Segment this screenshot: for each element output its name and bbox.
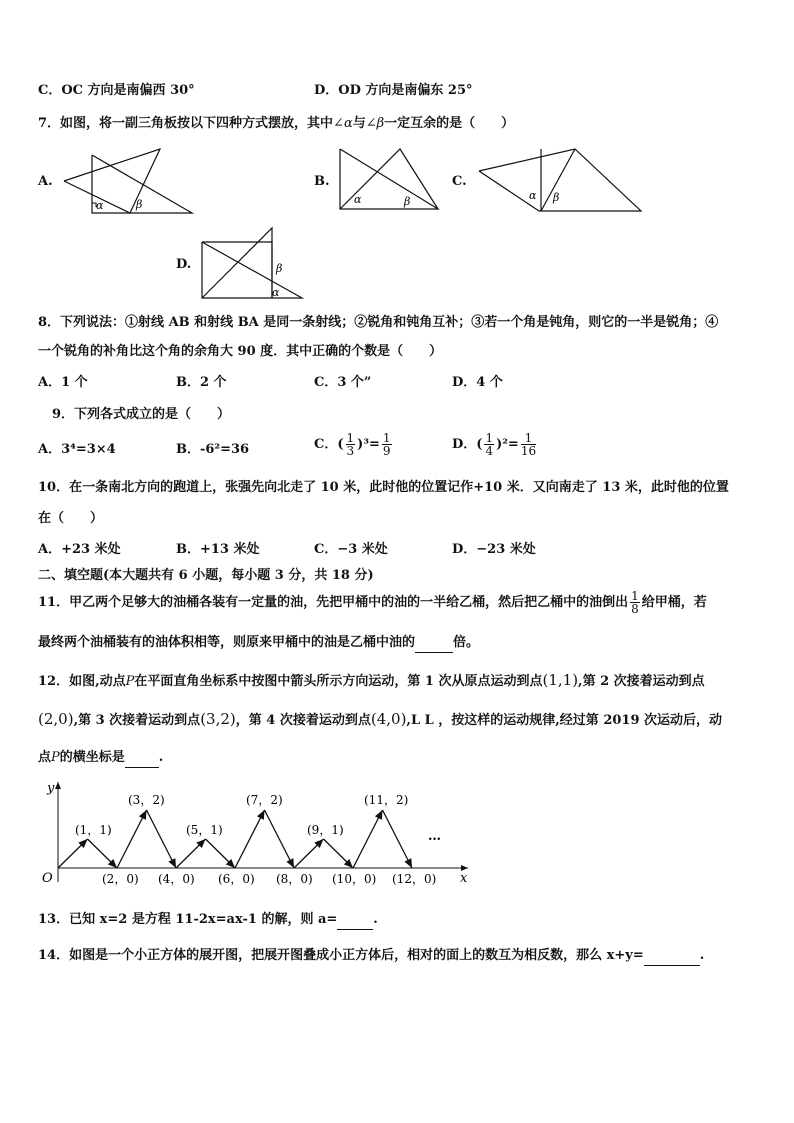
q7-beta: ∠β	[365, 116, 385, 131]
q9-option-c: C．( $\frac{1}{3}$ )³= $\frac{1}{9}$	[314, 431, 391, 458]
q9-d-prefix: D．	[452, 437, 477, 452]
q10-option-c: C．−3 米处	[314, 542, 388, 557]
q7-figure-d	[198, 226, 308, 301]
q12-top-label-4: (7，2)	[246, 793, 283, 807]
q12-point3: (3,2)	[200, 710, 236, 728]
q12-path-segment	[117, 810, 147, 868]
section-2-heading: 二、填空题(本大题共有 6 小题，每小题 3 分，共 18 分)	[38, 568, 374, 583]
q6-option-d: D．OD 方向是南偏东 25°	[314, 83, 473, 98]
q13-post: .	[373, 912, 378, 927]
q12-path-segment	[235, 810, 265, 868]
q7-label-b: B.	[314, 174, 330, 189]
q9-d-frac1-den: 4	[485, 444, 494, 458]
q11-line1-post: 给甲桶，若	[641, 595, 707, 610]
q7-figure-c	[475, 145, 645, 215]
q9-d-frac1	[484, 432, 494, 457]
q11-frac-den: 8	[631, 602, 639, 616]
q7-stem-pre: 7．如图，将一副三角板按以下四种方式摆放，其中	[38, 116, 334, 131]
q12-line2-c: ,L L ，按这样的运动规律,经过第 2019 次运动后，动	[406, 713, 723, 728]
q13-line	[38, 911, 378, 930]
q12-line2-b: ，第 4 次接着运动到点	[235, 713, 371, 728]
q11-answer-blank[interactable]	[415, 634, 453, 653]
q7-alpha: ∠α	[333, 116, 353, 131]
q12-point1: (1,1)	[542, 671, 579, 689]
q14-answer-blank[interactable]	[644, 947, 700, 966]
q9-d-frac1-num: 1	[485, 431, 494, 445]
q11-frac-num: 1	[631, 589, 639, 603]
q12-bottom-label-3: (6，0)	[218, 872, 255, 886]
q12-path-segment	[147, 810, 177, 868]
q11-line1	[38, 588, 707, 618]
q12-line3	[38, 749, 163, 768]
q9-option-d: D．( $\frac{1}{4}$ )²= $\frac{1}{16}$	[452, 431, 537, 458]
q8-option-b: B．2 个	[176, 375, 227, 390]
q7a-alpha: α	[96, 199, 104, 212]
q9-d-frac2	[521, 432, 536, 457]
q7b-alpha: α	[354, 193, 362, 206]
q12-ellipsis: …	[428, 829, 441, 844]
q10-option-d: D．−23 米处	[452, 542, 536, 557]
q7-stem	[38, 115, 514, 133]
q9-c-mid: ³=	[363, 437, 380, 452]
q14-pre: 14．如图是一个小正方体的展开图，把展开图叠成小正方体后，相对的面上的数互为相反数，那么 x+y=	[38, 948, 644, 963]
q7d-alpha: α	[272, 286, 280, 299]
q8-line1: 8．下列说法：①射线 AB 和射线 BA 是同一条射线；②锐角和钝角互补；③若一个角是钝角，则它的一半是锐角；④	[38, 315, 719, 330]
q12-point4: (4,0)	[370, 710, 407, 728]
q7a-beta: β	[136, 198, 143, 211]
q7b-beta: β	[404, 195, 411, 208]
q7-label-a: A.	[38, 174, 53, 189]
q9-c-frac1	[346, 432, 356, 457]
q9-d-frac2-den: 16	[520, 444, 537, 458]
q14-post: .	[699, 948, 705, 963]
q12-line3-pre: 点	[38, 750, 52, 765]
q8-option-a: A．1 个	[38, 375, 88, 390]
q12-path-segment	[206, 839, 236, 868]
q7-stem-mid: 与	[352, 116, 366, 131]
q14-line	[38, 947, 704, 966]
q8-option-c: C．3 个”	[314, 375, 372, 390]
q12-answer-blank[interactable]	[125, 749, 159, 768]
q11-frac	[630, 590, 640, 615]
q6-option-c: C．OC 方向是南偏西 30°	[38, 83, 195, 98]
q9-d-mid: ²=	[502, 437, 519, 452]
q12-path-segment	[294, 839, 324, 868]
q12-path-segment	[265, 810, 295, 868]
q12-figure	[30, 776, 480, 888]
q12-top-label-6: (11，2)	[364, 793, 409, 807]
q9-c-frac2	[382, 432, 392, 457]
q9-option-b: B．-6²=36	[176, 442, 250, 457]
q9-c-frac2-num: 1	[382, 431, 391, 445]
q12-path-segment	[88, 839, 118, 868]
q12-p: P	[125, 674, 135, 689]
q12-bottom-label-1: (2，0)	[102, 872, 139, 886]
q7-label-c: C.	[452, 174, 467, 189]
q13-pre: 13．已知 x=2 是方程 11-2x=ax-1 的解，则 a=	[38, 912, 338, 927]
q12-path-segment	[383, 810, 413, 868]
q7-stem-post: 一定互余的是（ ）	[384, 116, 515, 131]
q11-line2	[38, 634, 479, 653]
q7c-beta: β	[553, 191, 560, 204]
q12-origin: O	[42, 871, 53, 886]
q12-top-label-2: (3，2)	[128, 793, 165, 807]
q11-line1-pre: 11．甲乙两个足够大的油桶各装有一定量的油，先把甲桶中的油的一半给乙桶，然后把乙桶中的油倒出	[38, 595, 629, 610]
q9-option-a: A．3⁴=3×4	[38, 442, 116, 457]
q10-line2: 在（ ）	[38, 511, 104, 526]
q12-line3-end: .	[158, 750, 164, 765]
q12-bottom-label-6: (12，0)	[392, 872, 437, 886]
q12-point2: (2,0)	[38, 710, 74, 728]
q12-path-segment	[324, 839, 354, 868]
q12-top-label-3: (5，1)	[186, 823, 223, 837]
q12-bottom-label-5: (10，0)	[332, 872, 377, 886]
q12-path-segment	[176, 839, 206, 868]
q7-label-d: D.	[176, 257, 192, 272]
q10-line1: 10．在一条南北方向的跑道上，张强先向北走了 10 米，此时他的位置记作+10 米．又向南走了 13 米，此时他的位置	[38, 480, 729, 495]
q9-c-frac1-num: 1	[346, 431, 355, 445]
q12-line1-post: ,第 2 次接着运动到点	[578, 674, 705, 689]
q12-p-2: P	[51, 750, 60, 765]
q10-option-a: A．+23 米处	[38, 542, 121, 557]
q12-line1-pre: 12．如图,动点	[38, 674, 126, 689]
q11-line2-pre: 最终两个油桶装有的油体积相等，则原来甲桶中的油是乙桶中油的	[38, 635, 416, 650]
q8-line2: 一个锐角的补角比这个角的余角大 90 度．其中正确的个数是（ ）	[38, 344, 443, 359]
q9-stem: 9．下列各式成立的是（ ）	[52, 407, 231, 422]
q12-bottom-label-2: (4，0)	[158, 872, 195, 886]
q9-c-prefix: C．	[314, 437, 338, 452]
q12-top-label-5: (9，1)	[307, 823, 344, 837]
q12-x-label: x	[460, 871, 468, 886]
q12-line1	[38, 671, 705, 691]
q11-line2-post: 倍。	[453, 635, 480, 650]
q12-line1-mid: 在平面直角坐标系中按图中箭头所示方向运动，第 1 次从原点运动到点	[134, 674, 543, 689]
q12-line3-post: 的横坐标是	[59, 750, 125, 765]
q12-line2	[38, 710, 722, 730]
q12-motion-path	[58, 810, 412, 868]
q12-bottom-label-4: (8，0)	[276, 872, 313, 886]
q12-y-label: y	[47, 781, 55, 796]
q12-path-segment	[58, 839, 88, 868]
q7d-beta: β	[276, 262, 283, 275]
q9-d-frac2-num: 1	[521, 432, 536, 445]
q7c-alpha: α	[529, 189, 537, 202]
q13-answer-blank[interactable]	[337, 911, 373, 930]
q10-option-b: B．+13 米处	[176, 542, 260, 557]
q9-c-frac1-den: 3	[346, 444, 355, 458]
q12-top-label-1: (1，1)	[75, 823, 112, 837]
q7-figure-b	[334, 145, 449, 215]
q9-c-frac2-den: 9	[382, 444, 391, 458]
q12-path-segment	[353, 810, 383, 868]
q12-line2-a: ,第 3 次接着运动到点	[73, 713, 201, 728]
q8-option-d: D．4 个	[452, 375, 503, 390]
q7-figure-a	[60, 145, 200, 220]
